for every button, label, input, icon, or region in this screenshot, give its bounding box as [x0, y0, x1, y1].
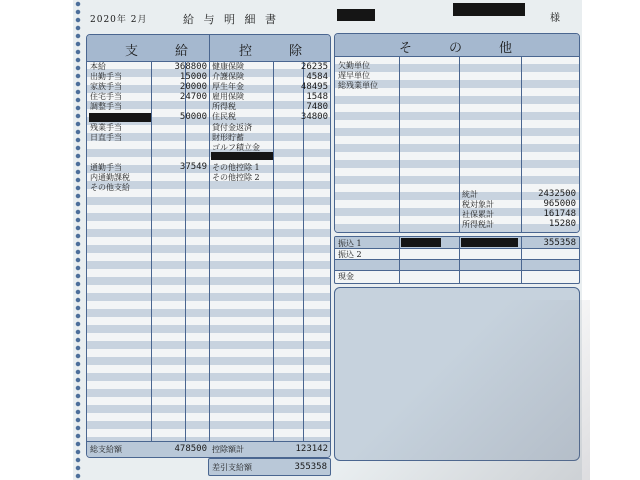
pay-value: 15000	[179, 72, 207, 82]
pay-label: 調整手当	[90, 102, 122, 111]
unit-label: 総残業単位	[338, 81, 378, 90]
deduction-label: その他控除 1	[212, 163, 260, 172]
summary-value: 161748	[543, 209, 576, 219]
net-pay-box	[208, 458, 331, 476]
pay-value: 50000	[179, 112, 207, 122]
summary-label: 統計	[462, 190, 478, 199]
unit-label: 欠勤単位	[338, 61, 370, 70]
summary-value: 965000	[543, 199, 576, 209]
pay-label: 出勤手当	[90, 72, 122, 81]
deduction-label: 健康保険	[212, 62, 244, 71]
deduction-label: ゴルフ積立金	[212, 143, 260, 152]
pay-value: 368800	[174, 62, 207, 72]
redacted-deduction-label	[211, 152, 273, 160]
deduction-value: 1548	[306, 92, 328, 102]
document-title: 給 与 明 細 書	[183, 13, 279, 26]
pay-value: 24700	[179, 92, 207, 102]
pay-value: 20000	[179, 82, 207, 92]
total-deduction-label: 控除額計	[212, 445, 244, 454]
deduction-value: 4584	[306, 72, 328, 82]
summary-value: 15280	[548, 219, 576, 229]
deduction-label: 住民税	[212, 112, 236, 121]
pay-column-title: 支 給	[125, 44, 201, 59]
total-deduction-value: 123142	[295, 444, 328, 454]
redacted-name-2	[453, 3, 525, 16]
other-info-table	[334, 33, 580, 233]
transfer-label: 現金	[338, 272, 354, 281]
deduction-label: 厚生年金	[212, 82, 244, 91]
summary-label: 税対象計	[462, 200, 494, 209]
pay-label: 日直手当	[90, 133, 122, 142]
pay-label: 内通勤課税	[90, 173, 130, 182]
redacted-bank-1	[401, 238, 441, 247]
redacted-pay-label	[89, 113, 151, 122]
deduction-label: 財形貯蓄	[212, 133, 244, 142]
summary-value: 2432500	[538, 189, 576, 199]
deduction-value: 7480	[306, 102, 328, 112]
transfer-value: 355358	[543, 238, 576, 248]
pay-deduction-table	[86, 34, 331, 458]
redacted-bank-2	[461, 238, 518, 247]
total-pay-value: 478500	[174, 444, 207, 454]
transfer-label: 振込 2	[338, 250, 362, 259]
unit-label: 遅早単位	[338, 71, 370, 80]
memo-box	[334, 287, 580, 461]
deduction-value: 34800	[300, 112, 328, 122]
summary-label: 所得税計	[462, 220, 494, 229]
other-info-title: そ の 他	[399, 41, 525, 56]
pay-label: 本給	[90, 62, 106, 71]
pay-value: 37549	[179, 162, 207, 172]
deduction-label: その他控除 2	[212, 173, 260, 182]
net-pay-value: 355358	[294, 462, 327, 472]
pay-label: 通勤手当	[90, 163, 122, 172]
perforated-edge	[73, 0, 83, 480]
deduction-label: 介護保険	[212, 72, 244, 81]
pay-label: 家族手当	[90, 82, 122, 91]
deduction-label: 雇用保険	[212, 92, 244, 101]
pay-label: 残業手当	[90, 123, 122, 132]
slip-date: 2020年 2月	[90, 15, 148, 25]
deduction-value: 26235	[300, 62, 328, 72]
total-pay-label: 総支給額	[90, 445, 122, 454]
pay-label: その他支給	[90, 183, 130, 192]
honorific: 様	[550, 13, 561, 24]
pay-label: 住宅手当	[90, 92, 122, 101]
summary-label: 社保累計	[462, 210, 494, 219]
transfer-label: 振込 1	[338, 239, 362, 248]
deduction-label: 貸付金返済	[212, 123, 252, 132]
totals-row	[87, 441, 330, 458]
deduction-column-title: 控 除	[239, 44, 315, 59]
redacted-name-1	[337, 9, 375, 21]
deduction-value: 48495	[300, 82, 328, 92]
transfer-table	[334, 236, 580, 284]
net-pay-label: 差引支給額	[212, 463, 252, 472]
deduction-label: 所得税	[212, 102, 236, 111]
